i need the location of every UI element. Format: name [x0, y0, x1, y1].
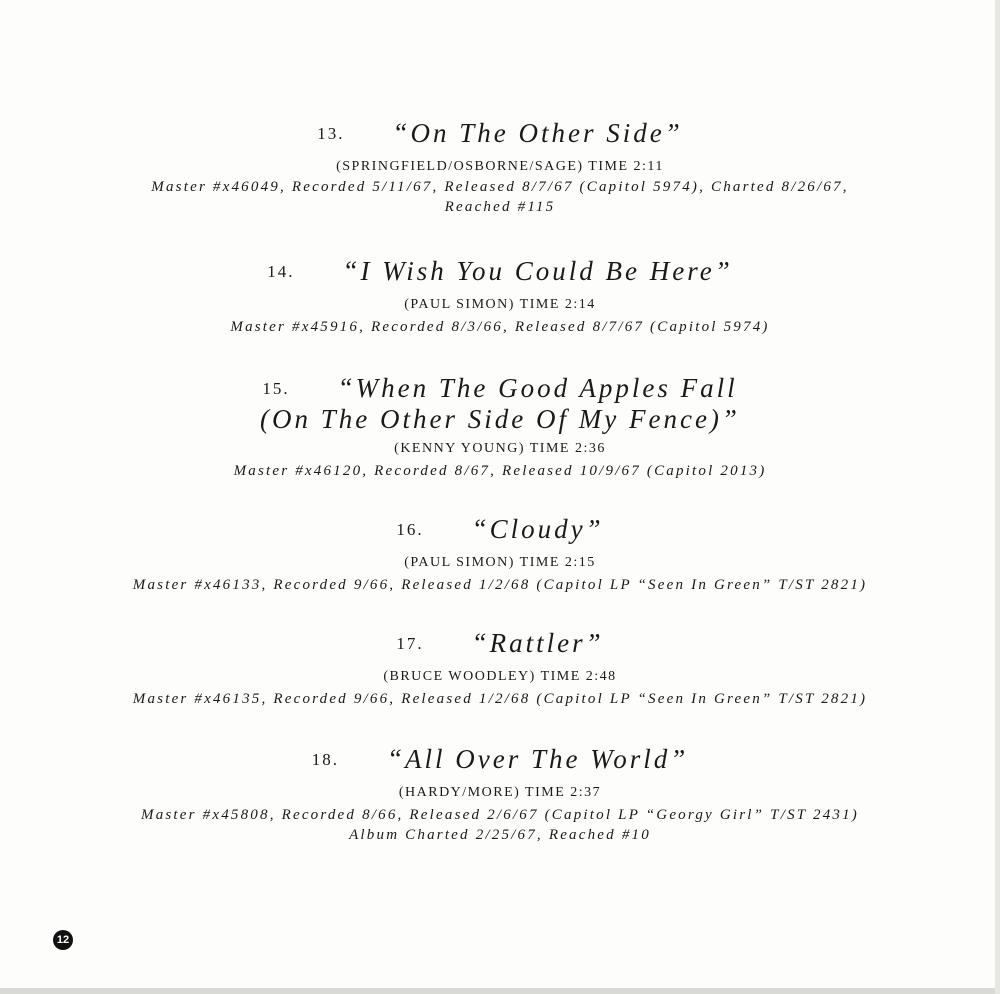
scan-edge-right: [995, 0, 1000, 994]
track-number: 13.: [317, 124, 345, 143]
track-credits: (BRUCE WOODLEY) TIME 2:48: [383, 669, 617, 684]
track-master-info: Album Charted 2/25/67, Reached #10: [349, 827, 651, 843]
track-title-line: [0, 516, 1000, 543]
page-number-badge: 12: [53, 930, 73, 950]
track-title-line: [0, 630, 1000, 657]
track-number: 18.: [311, 750, 339, 769]
track-title-line: [0, 746, 1000, 773]
track-title-continuation: (On The Other Side Of My Fence)”: [260, 404, 740, 434]
track-title: “When The Good Apples Fall: [337, 373, 738, 403]
track-title: “Rattler”: [471, 628, 604, 658]
track-title-line: [0, 375, 1000, 402]
track-master-info: Master #x46120, Recorded 8/67, Released 10/9/67 (Capitol 2013): [233, 463, 767, 479]
track-title: “I Wish You Could Be Here”: [342, 256, 733, 286]
track-title-line: [0, 120, 1000, 147]
track-credits: (PAUL SIMON) TIME 2:15: [404, 555, 596, 570]
track-17: [0, 630, 1000, 709]
scan-edge-bottom: [0, 988, 1000, 994]
track-18: [0, 746, 1000, 845]
track-number: 16.: [396, 520, 424, 539]
track-14: [0, 258, 1000, 337]
track-title-line: [0, 258, 1000, 285]
track-master-info: Master #x46049, Recorded 5/11/67, Released 8/7/67 (Capitol 5974), Charted 8/26/67,: [151, 179, 849, 195]
track-master-info: Master #x46135, Recorded 9/66, Released 1/2/68 (Capitol LP “Seen In Green” T/ST 2821): [132, 691, 868, 707]
track-number: 14.: [267, 262, 295, 281]
track-16: [0, 516, 1000, 595]
track-master-info: Reached #115: [444, 199, 556, 215]
track-credits: (SPRINGFIELD/OSBORNE/SAGE) TIME 2:11: [336, 159, 664, 174]
track-number: 15.: [262, 379, 290, 398]
track-number: 17.: [396, 634, 424, 653]
track-title: “All Over The World”: [386, 744, 689, 774]
track-13: [0, 120, 1000, 217]
track-master-info: Master #x45916, Recorded 8/3/66, Released 8/7/67 (Capitol 5974): [230, 319, 770, 335]
track-credits: (HARDY/MORE) TIME 2:37: [398, 785, 602, 800]
track-master-info: Master #x45808, Recorded 8/66, Released 2/6/67 (Capitol LP “Georgy Girl” T/ST 2431): [141, 807, 859, 823]
track-credits: (PAUL SIMON) TIME 2:14: [404, 297, 596, 312]
track-credits: (KENNY YOUNG) TIME 2:36: [394, 441, 606, 456]
track-master-info: Master #x46133, Recorded 9/66, Released 1/2/68 (Capitol LP “Seen In Green” T/ST 2821): [132, 577, 868, 593]
track-title: “On The Other Side”: [392, 118, 683, 148]
track-15: [0, 375, 1000, 481]
track-title: “Cloudy”: [471, 514, 604, 544]
